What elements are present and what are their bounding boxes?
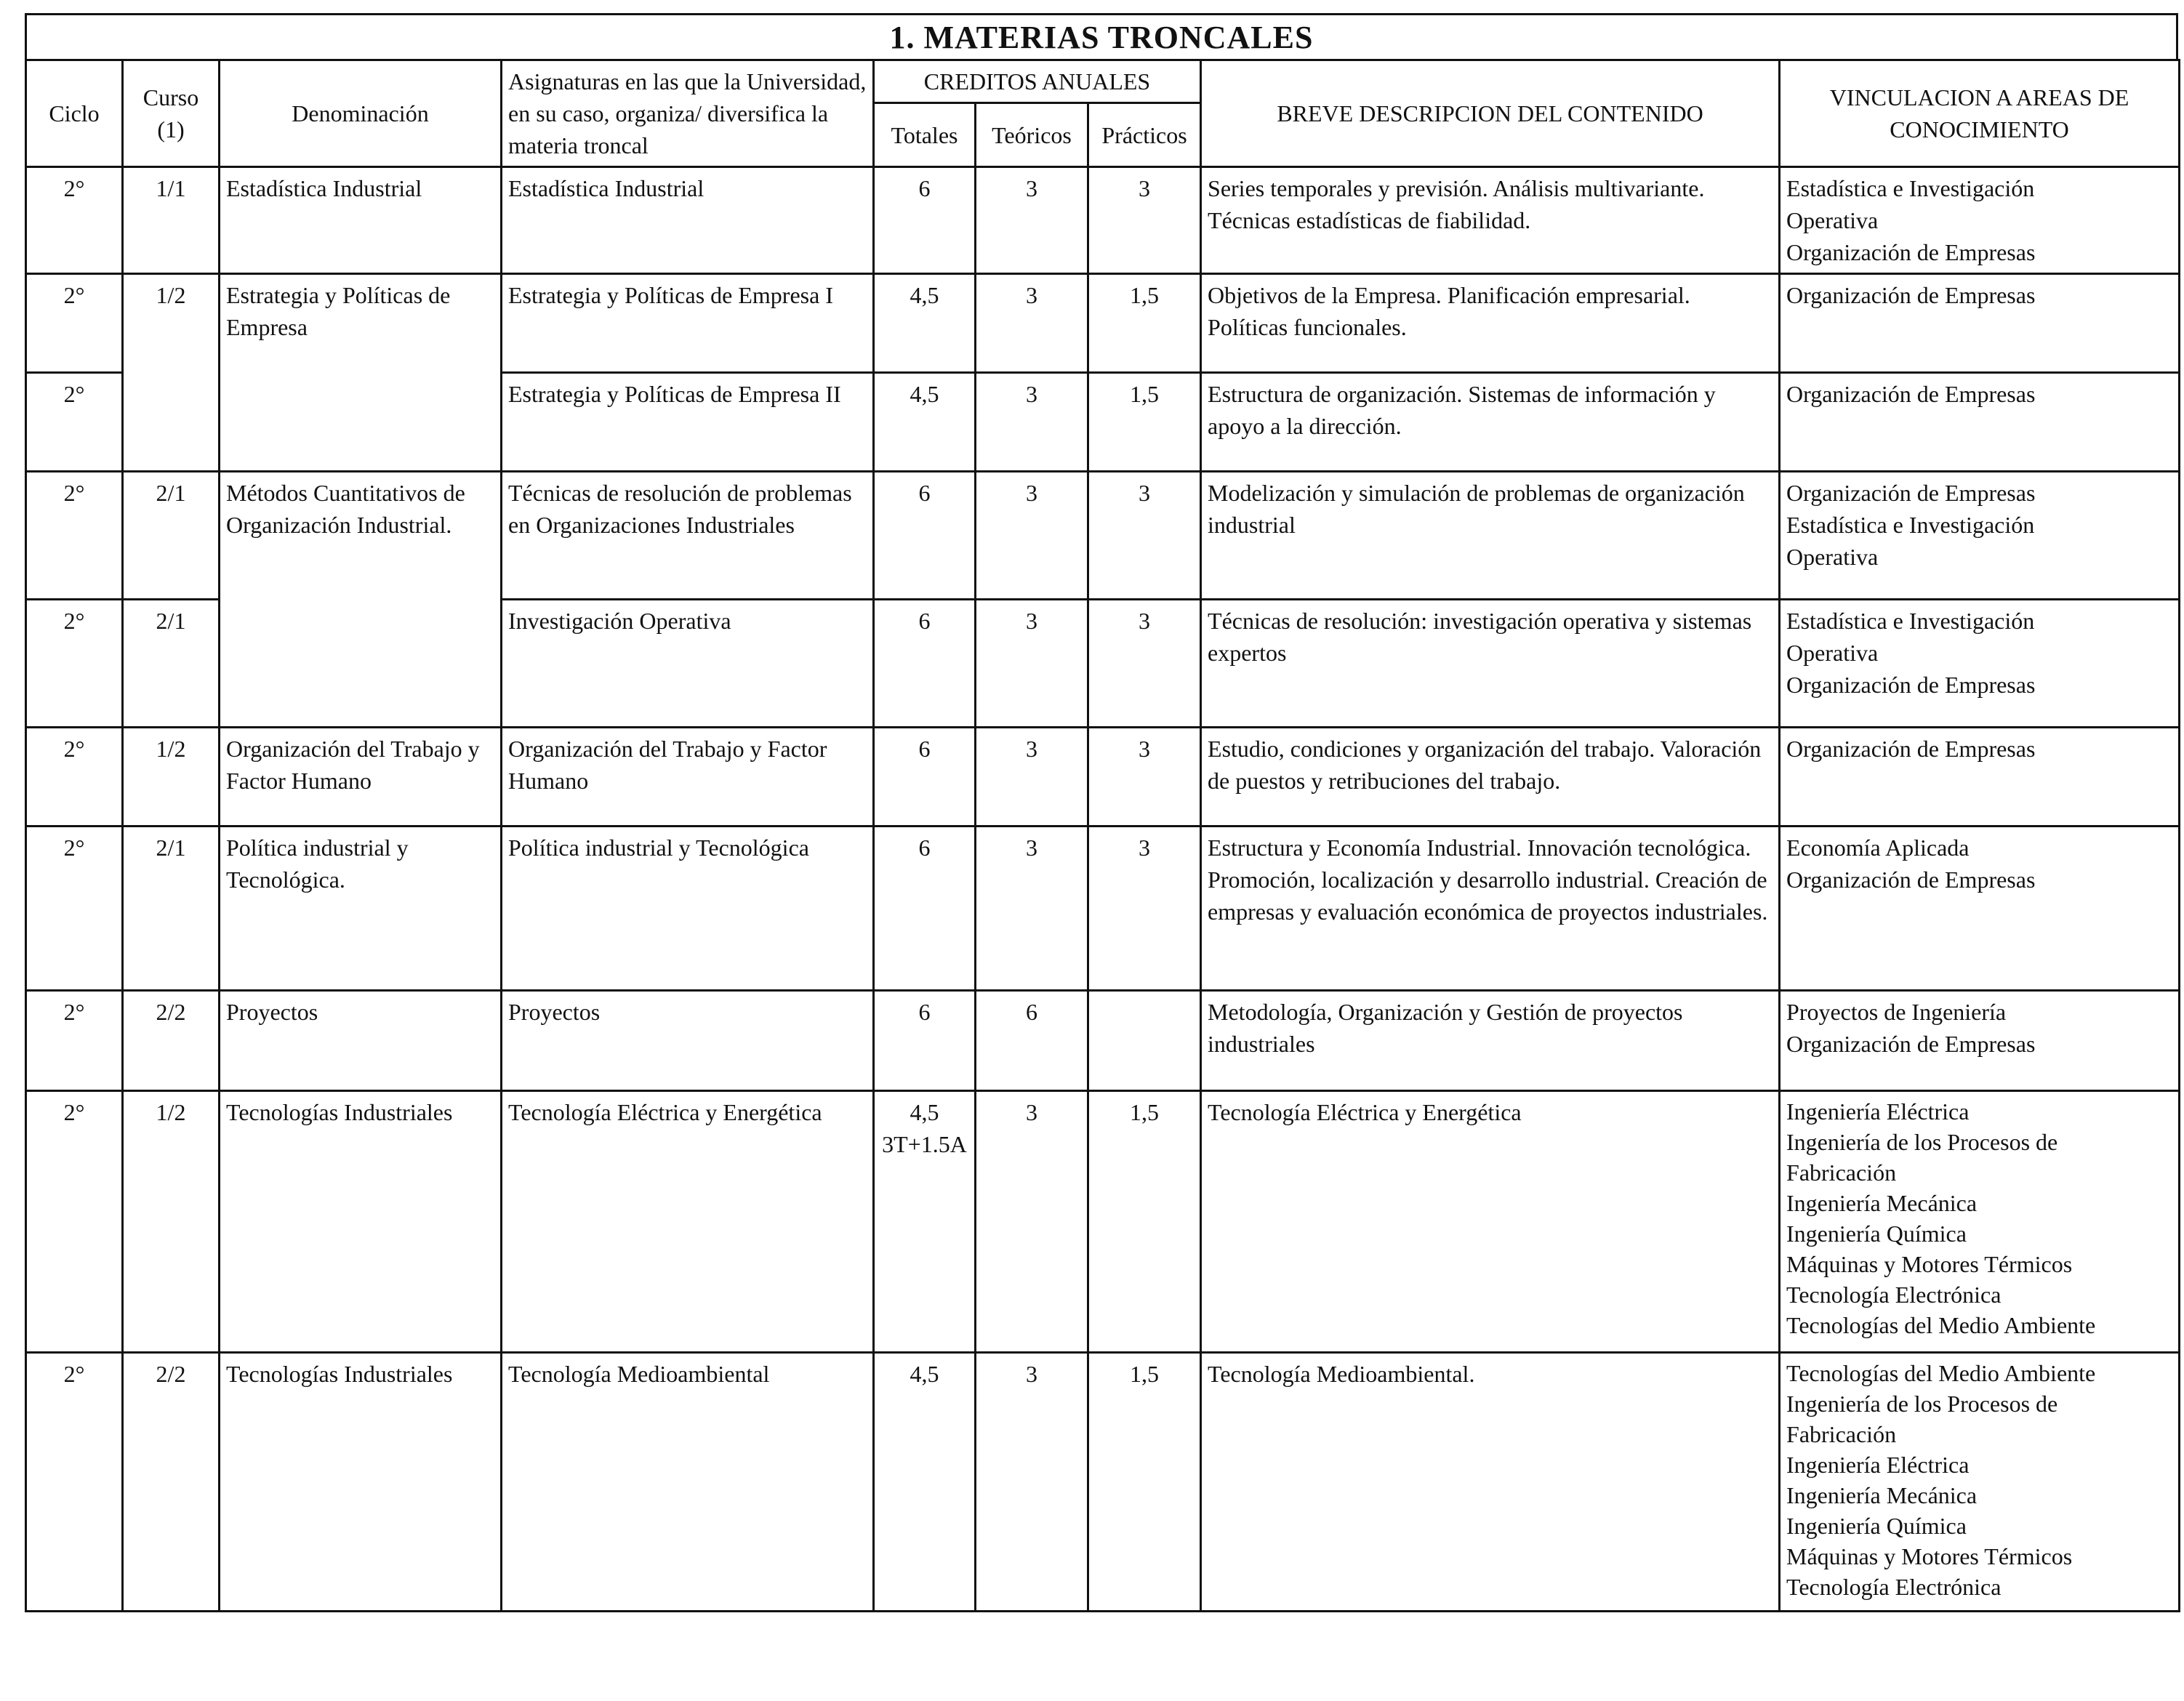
table-row — [26, 1091, 2180, 1353]
cell-practicos: 1,5 — [1088, 1091, 1201, 1353]
header-descripcion-line1: BREVE DESCRIPCION — [1277, 100, 1512, 126]
cell-areas — [1780, 728, 2180, 827]
cell-denominacion: Tecnologías Industriales — [220, 1353, 502, 1612]
cell-ciclo: 2° — [26, 1091, 123, 1353]
area-item: Tecnología Electrónica — [1786, 1282, 2002, 1308]
area-item: Organización de Empresas — [1786, 1031, 2036, 1057]
cell-ciclo: 2° — [26, 167, 123, 274]
cell-teoricos: 3 — [976, 600, 1088, 728]
cell-totales: 6 — [874, 728, 976, 827]
cell-totales: 6 — [874, 167, 976, 274]
cell-teoricos: 3 — [976, 167, 1088, 274]
area-item: Tecnologías del Medio Ambiente — [1786, 1360, 2096, 1386]
cell-areas — [1780, 274, 2180, 373]
cell-denominacion: Política industrial y Tecnológica. — [220, 827, 502, 991]
document-page — [25, 13, 2178, 1612]
header-vinculacion — [1780, 60, 2180, 167]
header-totales: Totales — [874, 103, 976, 167]
materias-table — [25, 59, 2180, 1612]
area-item: Máquinas y Motores Térmicos — [1786, 1251, 2073, 1277]
cell-teoricos: 3 — [976, 274, 1088, 373]
cell-curso: 2/1 — [123, 600, 220, 728]
area-item: Operativa — [1786, 207, 1879, 233]
cell-curso: 2/1 — [123, 472, 220, 600]
cell-descripcion: Estructura de organización. Sistemas de información y apoyo a la dirección. — [1201, 373, 1780, 472]
cell-ciclo: 2° — [26, 373, 123, 472]
cell-areas — [1780, 1353, 2180, 1612]
cell-teoricos: 3 — [976, 373, 1088, 472]
cell-asignatura: Proyectos — [502, 991, 874, 1091]
area-item: Economía Aplicada — [1786, 835, 1970, 861]
area-item: Tecnologías del Medio Ambiente — [1786, 1312, 2096, 1338]
area-item: Estadística e Investigación — [1786, 608, 2035, 634]
area-item: Organización de Empresas — [1786, 282, 2036, 308]
cell-ciclo: 2° — [26, 1353, 123, 1612]
cell-denominacion: Estrategia y Políticas de Empresa — [220, 274, 502, 472]
cell-practicos: 1,5 — [1088, 274, 1201, 373]
cell-asignatura: Técnicas de resolución de problemas en Organizaciones Industriales — [502, 472, 874, 600]
cell-asignatura: Organización del Trabajo y Factor Humano — [502, 728, 874, 827]
area-item: Operativa — [1786, 544, 1879, 570]
cell-totales: 6 — [874, 991, 976, 1091]
cell-descripcion: Series temporales y previsión. Análisis multivariante. Técnicas estadísticas de fiabilidad. — [1201, 167, 1780, 274]
cell-descripcion: Estructura y Economía Industrial. Innovación tecnológica. Promoción, localización y desarrollo industrial. Creación de empresas y evaluación económica de proyectos industriales. — [1201, 827, 1780, 991]
cell-asignatura: Política industrial y Tecnológica — [502, 827, 874, 991]
cell-totales: 4,5 — [874, 373, 976, 472]
header-vinculacion-line2: CONOCIMIENTO — [1890, 116, 2069, 142]
cell-teoricos: 3 — [976, 472, 1088, 600]
cell-totales: 6 — [874, 600, 976, 728]
cell-totales: 4,5 — [874, 1353, 976, 1612]
cell-asignatura: Estrategia y Políticas de Empresa I — [502, 274, 874, 373]
cell-totales: 6 — [874, 472, 976, 600]
header-curso — [123, 60, 220, 167]
area-item: Ingeniería Mecánica — [1786, 1482, 1978, 1508]
header-descripcion-line2: DEL CONTENIDO — [1517, 100, 1703, 126]
cell-descripcion: Tecnología Eléctrica y Energética — [1201, 1091, 1780, 1353]
cell-areas — [1780, 600, 2180, 728]
header-descripcion — [1201, 60, 1780, 167]
area-item: Estadística e Investigación — [1786, 512, 2035, 538]
area-item: Ingeniería Química — [1786, 1513, 1967, 1539]
cell-practicos: 3 — [1088, 728, 1201, 827]
table-row — [26, 827, 2180, 991]
cell-ciclo: 2° — [26, 728, 123, 827]
totales-value: 4,5 — [910, 1099, 939, 1125]
cell-practicos: 3 — [1088, 827, 1201, 991]
area-item: Ingeniería Mecánica — [1786, 1190, 1978, 1216]
cell-asignatura: Tecnología Medioambiental — [502, 1353, 874, 1612]
header-curso-note: (1) — [157, 116, 185, 142]
area-item: Máquinas y Motores Térmicos — [1786, 1543, 2073, 1569]
area-item: Operativa — [1786, 640, 1879, 666]
cell-teoricos: 6 — [976, 991, 1088, 1091]
area-item: Fabricación — [1786, 1421, 1897, 1447]
header-practicos: Prácticos — [1088, 103, 1201, 167]
table-row — [26, 274, 2180, 373]
area-item: Organización de Empresas — [1786, 480, 2036, 506]
area-item: Fabricación — [1786, 1159, 1897, 1186]
cell-asignatura: Estrategia y Políticas de Empresa II — [502, 373, 874, 472]
cell-curso: 2/1 — [123, 827, 220, 991]
cell-curso: 1/2 — [123, 728, 220, 827]
cell-areas — [1780, 827, 2180, 991]
area-item: Organización de Empresas — [1786, 866, 2036, 893]
cell-curso: 1/1 — [123, 167, 220, 274]
header-creditos-anuales: CREDITOS ANUALES — [874, 60, 1201, 103]
area-item: Proyectos de Ingeniería — [1786, 999, 2007, 1025]
cell-totales: 6 — [874, 827, 976, 991]
header-denominacion: Denominación — [220, 60, 502, 167]
cell-curso: 1/2 — [123, 1091, 220, 1353]
table-row — [26, 1353, 2180, 1612]
cell-practicos: 3 — [1088, 167, 1201, 274]
document-title: 1. MATERIAS TRONCALES — [25, 13, 2178, 59]
cell-practicos — [1088, 991, 1201, 1091]
cell-areas — [1780, 1091, 2180, 1353]
table-row — [26, 991, 2180, 1091]
totales-note: 3T+1.5A — [882, 1131, 967, 1157]
header-vinculacion-line1: VINCULACION A AREAS DE — [1829, 84, 2129, 110]
cell-descripcion: Objetivos de la Empresa. Planificación empresarial. Políticas funcionales. — [1201, 274, 1780, 373]
area-item: Ingeniería de los Procesos de — [1786, 1391, 2058, 1417]
cell-areas — [1780, 167, 2180, 274]
header-asignaturas: Asignaturas en las que la Universidad, en su caso, organiza/ diversifica la materia troncal — [502, 60, 874, 167]
cell-practicos: 1,5 — [1088, 373, 1201, 472]
cell-ciclo: 2° — [26, 274, 123, 373]
cell-teoricos: 3 — [976, 1353, 1088, 1612]
area-item: Ingeniería Eléctrica — [1786, 1098, 1970, 1125]
area-item: Estadística e Investigación — [1786, 175, 2035, 201]
area-item: Organización de Empresas — [1786, 672, 2036, 698]
area-item: Organización de Empresas — [1786, 239, 2036, 265]
cell-asignatura: Estadística Industrial — [502, 167, 874, 274]
area-item: Organización de Empresas — [1786, 736, 2036, 762]
area-item: Ingeniería Eléctrica — [1786, 1452, 1970, 1478]
cell-descripcion: Tecnología Medioambiental. — [1201, 1353, 1780, 1612]
area-item: Tecnología Electrónica — [1786, 1574, 2002, 1600]
cell-ciclo: 2° — [26, 600, 123, 728]
table-row — [26, 728, 2180, 827]
cell-denominacion: Métodos Cuantitativos de Organización Industrial. — [220, 472, 502, 728]
cell-teoricos: 3 — [976, 827, 1088, 991]
table-row — [26, 167, 2180, 274]
cell-curso: 1/2 — [123, 274, 220, 472]
cell-asignatura: Tecnología Eléctrica y Energética — [502, 1091, 874, 1353]
cell-denominacion: Tecnologías Industriales — [220, 1091, 502, 1353]
cell-denominacion: Organización del Trabajo y Factor Humano — [220, 728, 502, 827]
cell-ciclo: 2° — [26, 472, 123, 600]
cell-teoricos: 3 — [976, 1091, 1088, 1353]
header-curso-label: Curso — [142, 84, 199, 110]
cell-areas — [1780, 991, 2180, 1091]
cell-totales — [874, 1091, 976, 1353]
cell-descripcion: Metodología, Organización y Gestión de proyectos industriales — [1201, 991, 1780, 1091]
area-item: Ingeniería Química — [1786, 1221, 1967, 1247]
header-teoricos: Teóricos — [976, 103, 1088, 167]
cell-ciclo: 2° — [26, 991, 123, 1091]
cell-curso: 2/2 — [123, 1353, 220, 1612]
cell-denominacion: Proyectos — [220, 991, 502, 1091]
cell-asignatura: Investigación Operativa — [502, 600, 874, 728]
cell-descripcion: Técnicas de resolución: investigación operativa y sistemas expertos — [1201, 600, 1780, 728]
cell-practicos: 1,5 — [1088, 1353, 1201, 1612]
cell-practicos: 3 — [1088, 472, 1201, 600]
cell-descripcion: Estudio, condiciones y organización del trabajo. Valoración de puestos y retribuciones del trabajo. — [1201, 728, 1780, 827]
cell-areas — [1780, 472, 2180, 600]
header-ciclo: Ciclo — [26, 60, 123, 167]
cell-areas — [1780, 373, 2180, 472]
area-item: Ingeniería de los Procesos de — [1786, 1129, 2058, 1155]
cell-teoricos: 3 — [976, 728, 1088, 827]
cell-totales: 4,5 — [874, 274, 976, 373]
cell-denominacion: Estadística Industrial — [220, 167, 502, 274]
table-row — [26, 472, 2180, 600]
cell-curso: 2/2 — [123, 991, 220, 1091]
area-item: Organización de Empresas — [1786, 381, 2036, 407]
cell-descripcion: Modelización y simulación de problemas de organización industrial — [1201, 472, 1780, 600]
cell-practicos: 3 — [1088, 600, 1201, 728]
cell-ciclo: 2° — [26, 827, 123, 991]
